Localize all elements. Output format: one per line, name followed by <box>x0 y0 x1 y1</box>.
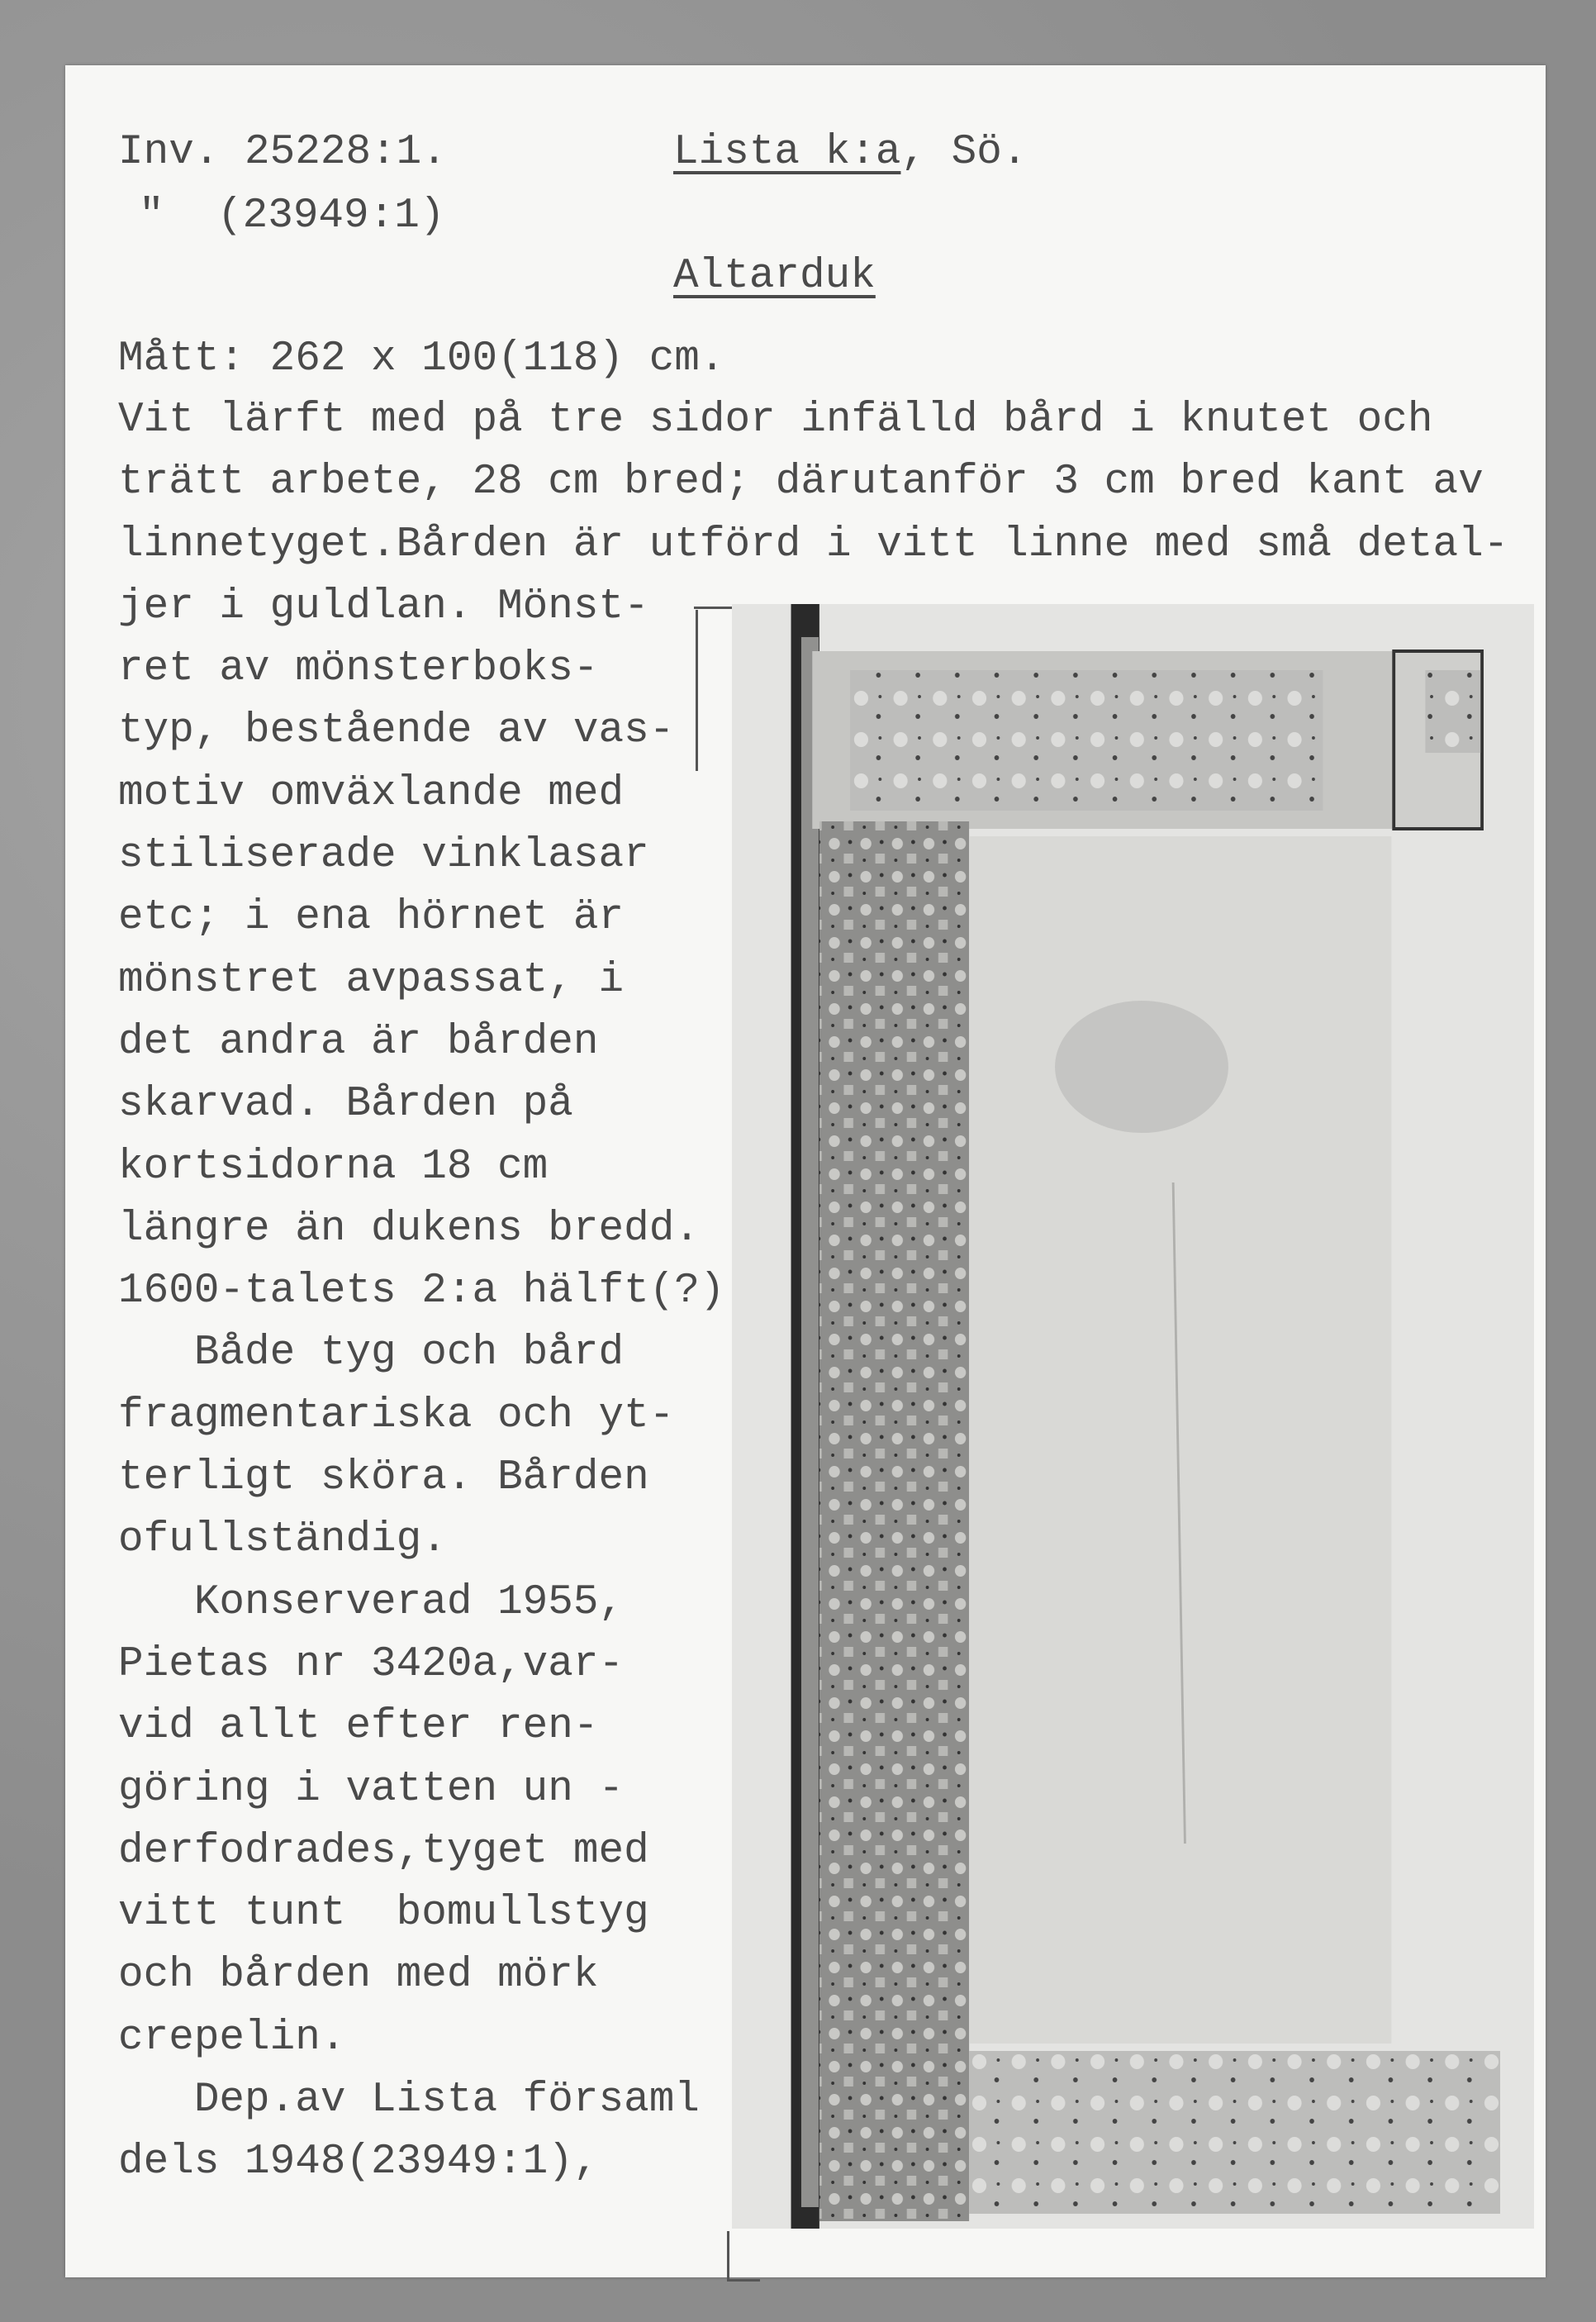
description-line: linnetyget.Bården är utförd i vitt linne med små detal- <box>118 521 1509 569</box>
description-line: och bården med mörk <box>118 1952 599 2000</box>
description-line: Både tyg och bård <box>118 1330 625 1377</box>
description-line: kortsidorna 18 cm <box>118 1143 549 1191</box>
inventory-number: Inv. 25228:1. <box>118 129 447 176</box>
description-line: vid allt efter ren- <box>118 1703 599 1751</box>
description-line: Pietas nr 3420a,var- <box>118 1640 625 1688</box>
description-line: typ, bestående av vas- <box>118 707 675 755</box>
location-suffix: , Sö. <box>900 129 1028 176</box>
description-line: crepelin. <box>118 2014 346 2062</box>
measurements: Mått: 262 x 100(118) cm. <box>118 335 725 383</box>
description-line: Konserverad 1955, <box>118 1578 625 1626</box>
description-line: det andra är bården <box>118 1018 599 1066</box>
description-line: trätt arbete, 28 cm bred; därutanför 3 cm bred kant av <box>118 459 1484 507</box>
description-line: göring i vatten un - <box>118 1765 625 1813</box>
description <box>118 389 1508 2194</box>
bracket-line-bottom <box>727 2279 760 2282</box>
description-line: jer i guldlan. Mönst- <box>118 583 649 630</box>
description-line: längre än dukens bredd. <box>118 1205 700 1253</box>
bracket-line-bottom-vertical <box>727 2231 729 2281</box>
description-line: Vit lärft med på tre sidor infälld bård i knutet och <box>118 397 1433 444</box>
description-line: etc; i ena hörnet är <box>118 894 625 942</box>
description-line: stiliserade vinklasar <box>118 832 649 880</box>
ditto-mark: " <box>139 193 164 240</box>
description-line: 1600-talets 2:a hälft(?) <box>118 1268 725 1316</box>
description-line: mönstret avpassat, i <box>118 956 625 1004</box>
location <box>673 121 1027 183</box>
description-line: motiv omväxlande med <box>118 769 625 817</box>
location-name: Lista k:a <box>673 129 901 176</box>
description-line: ret av mönsterboks- <box>118 645 599 693</box>
description-line: terligt sköra. Bården <box>118 1454 649 1502</box>
description-line: Dep.av Lista församl <box>118 2077 700 2125</box>
description-line: fragmentariska och yt- <box>118 1392 675 1439</box>
document-title: Altarduk <box>673 253 876 300</box>
description-line: derfodrades,tyget med <box>118 1827 649 1875</box>
description-line: dels 1948(23949:1), <box>118 2139 599 2186</box>
description-line: vitt tunt bomullstyg <box>118 1890 649 1938</box>
inventory-number-alt: (23949:1) <box>217 193 445 240</box>
description-line: skarvad. Bården på <box>118 1081 573 1129</box>
description-line: ofullständig. <box>118 1516 447 1564</box>
